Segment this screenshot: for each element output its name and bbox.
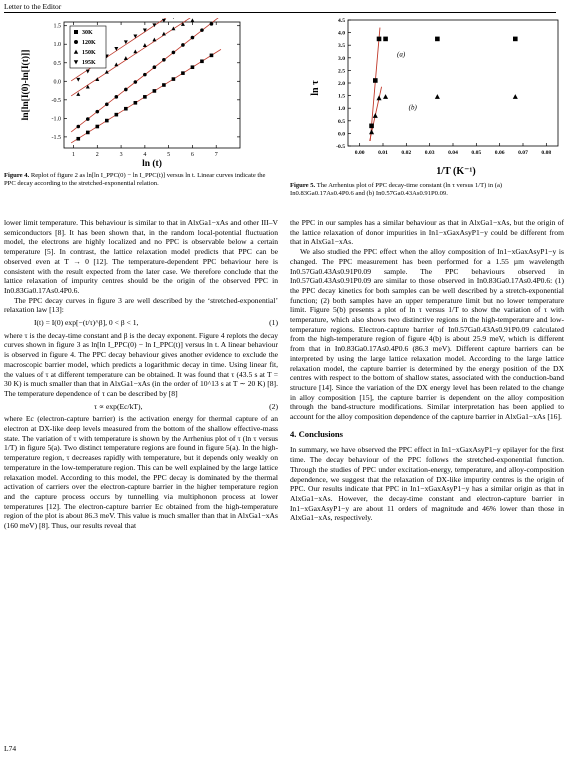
- figure-4-x-tick-label: 1: [72, 152, 76, 158]
- figure-4-point-120K: [76, 125, 80, 129]
- figure-4-point-150K: [143, 43, 147, 47]
- figure-4-point-150K: [114, 62, 118, 66]
- figure-4-point-120K: [210, 22, 214, 26]
- figure-4-point-120K: [134, 80, 138, 84]
- figure-4-point-120K: [172, 51, 176, 55]
- figure-4-point-195K: [86, 70, 90, 74]
- figure-4-x-tick-label: 4: [143, 152, 147, 158]
- figure-4-x-tick-label: 7: [214, 152, 218, 158]
- figure-4-point-120K: [86, 117, 90, 121]
- page-number: L74: [4, 744, 17, 753]
- figure-4-y-tick-label: -1.0: [51, 116, 61, 123]
- figure-4-point-30K: [105, 119, 109, 123]
- figure-5-caption: [290, 182, 564, 198]
- figure-4-chart: [14, 18, 252, 168]
- header-rule: [4, 12, 556, 13]
- left-paragraph-2: The PPC decay curves in figure 3 are well described by the ‘stretched-exponential’ relaxation law [13]:: [4, 295, 278, 315]
- figure-4-y-tick-label: 1.0: [53, 42, 61, 49]
- figure-4-point-30K: [172, 77, 176, 81]
- figure-4-point-120K: [124, 88, 128, 92]
- figure-4-point-150K: [133, 49, 137, 53]
- figure-4-y-tick-label: -0.5: [51, 97, 61, 104]
- figure-5-x-tick-label: 0.00: [354, 150, 365, 156]
- figure-5-x-tick-label: 0.03: [424, 150, 435, 156]
- figure-5-x-tick-label: 0.02: [401, 150, 412, 156]
- figure-4-point-30K: [134, 101, 138, 105]
- figure-5-y-tick-label: -0.5: [336, 144, 345, 150]
- figure-4-x-axis-label: ln (t): [142, 159, 162, 168]
- equation-1-number: (1): [269, 318, 278, 328]
- figure-4-point-30K: [191, 65, 195, 69]
- figure-5-x-axis-label: 1/T (K⁻¹): [436, 166, 476, 177]
- figure-4-point-30K: [124, 107, 128, 111]
- figure-5-x-tick-label: 0.04: [448, 150, 458, 156]
- figure-5-y-tick-label: 3.5: [338, 43, 345, 50]
- figure-5-y-tick-label: 2.0: [338, 81, 345, 87]
- right-paragraph-3: In summary, we have observed the PPC effect in In1−xGaxAsyP1−y epilayer for the first time. The decay behaviour of the PPC follows the stretched-exponential function. Through the studies of PPC under excitation-energy, temperature, and alloy-composition dependence, we suggest that the relaxation of DX-like impurity centres is the origin of PPC. Our results indicate that PPC in In1−xGaxAsyP1−y has a similar origin as that in AlxGa1−xAs. However, the decay-time constant and electron-capture barrier in In1−xGaxAsyP1−y are about 11 orders of magnitude and 46% lower than those in AlxGa1−xAs, respectively.: [290, 445, 564, 523]
- left-paragraph-1: lower limit temperature. This behaviour is similar to that in AlxGa1−xAs and other III–V semiconductors [8]. It has been shown that, in the random local-potential fluctuation model, the electrons are highly localized and no PPC is observable below a certain temperature [5]. In contrast, the lattice relaxation model predicts that PPC can be observed even at T → 0 [12]. The temperature-dependent PPC behaviour here is consistent with the result expected from the later case. We therefore conclude that the lattice relaxation of impurity centres should be the origin of the observed PPC in In0.83Ga0.17As0.4P0.6.: [4, 218, 278, 295]
- figure-5-point-0: [435, 37, 440, 42]
- figure-5-y-tick-label: 3.0: [338, 55, 345, 62]
- figure-4-y-tick-label: 0.0: [53, 79, 61, 86]
- figure-5-annotation-0: (a): [397, 50, 406, 59]
- figure-5-point-0: [369, 124, 374, 129]
- figure-4-point-195K: [143, 29, 147, 33]
- figure-5-caption-label: Figure 5.: [290, 182, 316, 189]
- figure-4-legend-marker-120K: [74, 40, 78, 44]
- figure-5-y-tick-label: 1.5: [338, 93, 345, 100]
- figure-4-legend-label-30K: 30K: [82, 30, 93, 37]
- figure-4-point-30K: [76, 137, 80, 141]
- figure-5-point-1: [373, 113, 378, 118]
- equation-1-body: I(t) = I(0) exp[−(t/τ)^β], 0 < β < 1,: [34, 318, 139, 328]
- right-paragraph-2: We also studied the PPC effect when the alloy composition of In1−xGaxAsyP1−y is changed. The PPC measurement has been performed for a 1.55 µm wavelength In0.57Ga0.43As0.91P0.09 sample. The PPC behaviours observed in In0.57Ga0.43As0.91P0.09 are similar to those observed in In0.83Ga0.17As0.4P0.6: (1) the PPC decay kinetics for both samples can be well described by a stretch-exponential function; (2) both samples have an upper temperature limit but no lower temperature limit. Figure 5(b) presents a plot of ln τ versus 1/T to show the variation of τ with temperature, which also shows two distinctive regions in the high-temperature and low-temperature regions. Electron-capture barrier of In0.57Ga0.43As0.91P0.09 calculated from the high-temperature region of figure 4(b) is about 25.9 meV, which is different from that in In0.83Ga0.17As0.4P0.6 (86.3 meV). Different capture barriers can be interpreted by using the large lattice relaxation model. According to the large lattice relaxation model, the capture barrier is determined by the energy position of the DX centres with respect to the bottom of shallow states, associated with the conduction-band structure [14]. Since the variation of the DX energy level has been related to the change in alloy composition [15], the capture barrier is dependent on the alloy composition through the band-structure modifications. Similar interpretation has been applied to account for the alloy composition dependence of the capture barrier in AlxGa1−xAs [16].: [290, 247, 564, 422]
- figure-5-y-tick-label: 0.0: [338, 131, 345, 138]
- figure-4-caption-label: Figure 4.: [4, 172, 30, 179]
- figure-4-y-tick-label: 0.5: [53, 60, 61, 67]
- figure-5-y-tick-label: 1.0: [338, 106, 345, 113]
- figure-5-point-0: [377, 37, 382, 42]
- figure-4-point-120K: [200, 28, 204, 32]
- figure-5-y-tick-label: 4.0: [338, 30, 345, 37]
- figure-4-x-tick-label: 3: [119, 152, 123, 158]
- figure-5-point-1: [383, 94, 388, 99]
- figure-4-point-150K: [86, 85, 90, 89]
- section-title-conclusions: 4. Conclusions: [290, 428, 344, 439]
- figure-4-point-30K: [143, 95, 147, 99]
- figure-4-point-120K: [162, 58, 166, 62]
- figure-4-point-150K: [152, 38, 156, 42]
- figure-4-point-195K: [76, 78, 80, 82]
- equation-1: [4, 318, 278, 328]
- figure-4-point-30K: [86, 131, 90, 135]
- figure-4-point-120K: [143, 73, 147, 77]
- figure-5-y-tick-label: 4.5: [338, 18, 345, 24]
- figure-5-x-tick-label: 0.06: [494, 150, 505, 156]
- figure-4-point-30K: [153, 89, 157, 93]
- journal-section-header: Letter to the Editor: [4, 2, 62, 11]
- right-column: [290, 218, 564, 523]
- figure-5-chart: [306, 16, 566, 178]
- figure-4-x-tick-label: 2: [95, 152, 99, 158]
- figure-5-x-tick-label: 0.05: [471, 150, 482, 156]
- figure-4-point-195K: [171, 18, 175, 19]
- figure-5-point-0: [513, 37, 518, 42]
- figure-5-y-axis-label: ln τ: [310, 80, 321, 96]
- left-column: [4, 218, 278, 531]
- figure-5-point-1: [377, 95, 382, 100]
- left-paragraph-3: where τ is the decay-time constant and β is the decay exponent. Figure 4 replots the decay curves shown in figure 3 as ln[ln I_PPC(0) − ln I_PPC(t)] versus ln t. A linear behaviour is observed in figure 4. The PPC decay behaviour gives another evidence to exclude the macroscopic barrier model, which predicts a logarithmic decay in time. Using linear fit, the values of τ at different temperature can be obtained. It was found that τ (43.5 s at T = 30 K) is much smaller than that in AlxGa1−xAs (in the order of 10^13 s at T ∼ 20 K) [8]. The temperature dependence of τ can be described by [8]: [4, 330, 278, 398]
- figure-4-point-30K: [210, 54, 214, 58]
- figure-4-point-120K: [115, 95, 119, 99]
- figure-4-point-30K: [200, 59, 204, 63]
- figure-4-y-axis-label: ln[ln[I(0)-ln[I(t)]]: [21, 49, 31, 121]
- left-paragraph-4: where Ec (electron-capture barrier) is the activation energy for thermal capture of an electron at DX-like deep levels measured from the bottom of the shallow effective-mass state. The variation of τ with temperature is shown by the Arrhenius plot of τ (ln τ versus 1/T) in figure 5(a). Two distinct temperature regions are found in figure 5(a). In the high-temperature region, τ decreases rapidly with temperature, but it depends only weakly on temperature in the low-temperature region. This can be well explained by the large lattice relaxation model. According to this model, the PPC decay is dominated by the thermal activation of carriers over the electron-capture barrier in the higher temperature region and the capture process occurs by tunnelling via multiphonon process at lower temperatures [12]. The electron-capture barrier Ec obtained from the high-temperature region of the plot is about 86.3 meV. This value is much smaller than that in AlxGa1−xAs (160 meV) [8]. Thus, our results reveal that: [4, 414, 278, 531]
- figure-4-point-120K: [95, 110, 99, 114]
- figure-4-caption: [4, 172, 278, 188]
- figure-5-x-tick-label: 0.08: [541, 150, 552, 156]
- figure-4-point-150K: [124, 56, 128, 60]
- figure-4-point-30K: [162, 83, 166, 87]
- figure-4-point-150K: [76, 92, 80, 96]
- figure-4-point-30K: [115, 113, 119, 117]
- figure-5-y-tick-label: 2.5: [338, 68, 345, 75]
- figure-5-point-0: [373, 78, 378, 83]
- equation-2: [4, 402, 278, 412]
- figure-5-annotation-1: (b): [408, 103, 417, 112]
- figure-5-y-tick-label: 0.5: [338, 118, 345, 125]
- figure-4-caption-text: Replot of figure 2 as ln[ln I_PPC(0) − ln I_PPC(t)] versus ln t. Linear curves indicate the PPC decay according to the stretched-exponential relation.: [4, 172, 266, 188]
- figure-4-point-120K: [181, 43, 185, 47]
- figure-4-legend-label-120K: 120K: [82, 40, 96, 47]
- figure-5-point-1: [435, 94, 440, 99]
- equation-2-number: (2): [269, 401, 278, 411]
- figure-4-point-120K: [105, 102, 109, 106]
- figure-4-y-tick-label: 1.5: [53, 23, 61, 30]
- figure-4-y-tick-label: -1.5: [51, 134, 61, 141]
- figure-5-caption-text: The Arrhenius plot of PPC decay-time constant (ln τ versus 1/T) in (a) In0.83Ga0.17As0.4P0.6 and (b) In0.57Ga0.43As0.91P0.09.: [290, 182, 503, 198]
- figure-4-legend-label-150K: 150K: [82, 50, 96, 57]
- right-paragraph-1: the PPC in our samples has a similar behaviour as that in AlxGa1−xAs, but the origin of the lattice relaxation of donor impurities in In1−xGaxAsyP1−y could be different from that in AlxGa1−xAs.: [290, 218, 564, 247]
- figure-4-point-120K: [153, 65, 157, 69]
- figure-4-point-150K: [190, 18, 194, 22]
- figure-4-legend-label-195K: 195K: [82, 60, 96, 67]
- figure-4-legend-marker-30K: [74, 30, 78, 34]
- figure-4-point-30K: [181, 71, 185, 75]
- figure-5-point-1: [369, 129, 374, 134]
- figure-5-point-1: [513, 94, 518, 99]
- figure-5-point-0: [383, 37, 388, 42]
- figure-4-point-30K: [95, 125, 99, 129]
- figure-5-x-tick-label: 0.07: [518, 150, 528, 156]
- equation-2-body: τ ∝ exp(Ec/kT),: [94, 401, 143, 411]
- figure-4-x-tick-label: 6: [190, 152, 194, 158]
- figure-4-point-150K: [162, 32, 166, 36]
- figure-5-x-tick-label: 0.01: [378, 150, 388, 156]
- figure-4-point-120K: [191, 36, 195, 40]
- figure-4-x-tick-label: 5: [167, 152, 171, 158]
